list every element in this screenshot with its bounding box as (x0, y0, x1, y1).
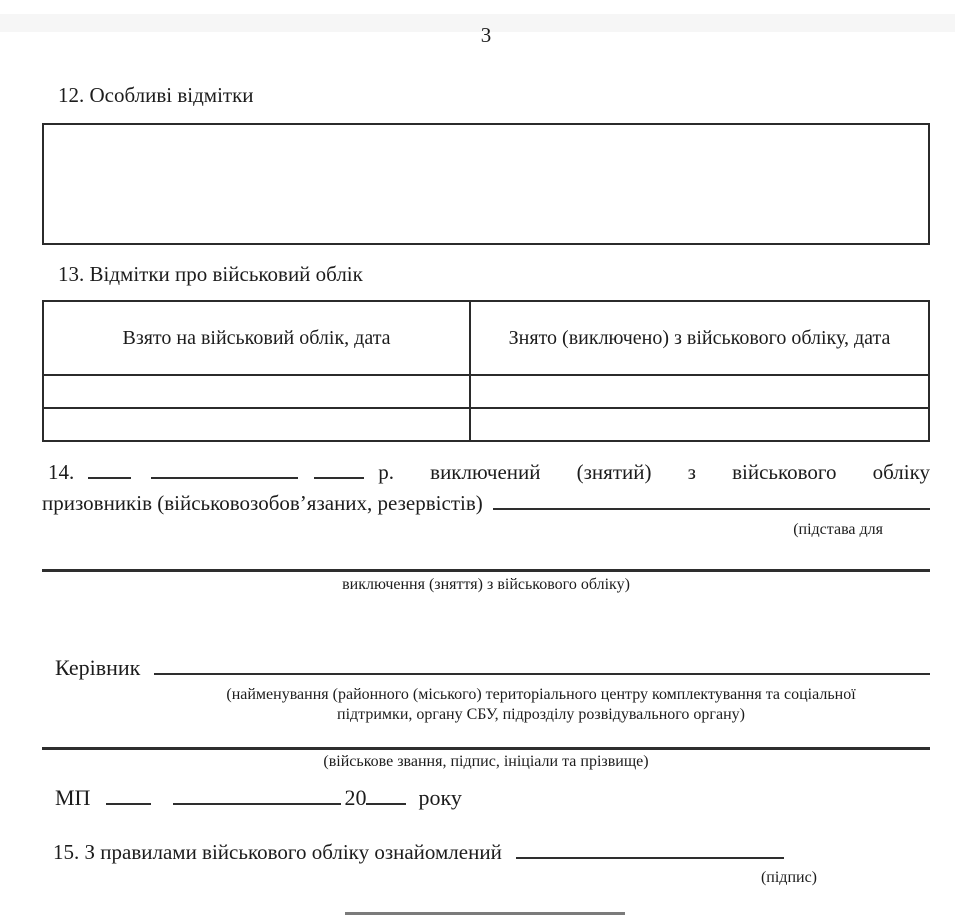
year-blank-field (314, 456, 364, 479)
column-header-removed: Знято (виключено) з військового обліку, дата (470, 301, 929, 375)
table-row (43, 408, 929, 441)
basis-continuation-line (42, 569, 930, 572)
item-15-row (53, 836, 930, 867)
mp-month-blank-field (173, 781, 341, 805)
item-15-text: 15. З правилами військового обліку ознайомлений (53, 840, 502, 864)
caption-basis: (підстава для (793, 521, 883, 538)
item-14-line1 (42, 456, 930, 487)
item-14-paragraph (42, 456, 930, 595)
kerivnyk-row (55, 651, 930, 683)
bottom-separator-line (345, 912, 625, 915)
kerivnyk-label: Керівник (55, 655, 141, 680)
page-number: 3 (480, 23, 492, 47)
year-prefix: 20 (344, 785, 367, 810)
month-blank-field (151, 456, 298, 479)
mp-label: МП (55, 785, 91, 810)
caption-signature: (підпис) (760, 869, 817, 886)
kerivnyk-org-blank-field (154, 651, 930, 675)
signature-blank-field (516, 836, 784, 859)
military-record-table (42, 300, 930, 442)
table-cell-taken-2 (43, 408, 470, 441)
mp-year-blank-field (366, 781, 406, 805)
section-12-heading: 12. Особливі відмітки (58, 83, 254, 107)
table-cell-removed-1 (470, 375, 929, 408)
caption-rank-signature: (військове звання, підпис, ініціали та прізвище) (323, 753, 649, 770)
section-13-heading: 13. Відмітки про військовий облік (58, 262, 363, 286)
rank-signature-line (42, 747, 930, 750)
caption-org-line2: підтримки, органу СБУ, підрозділу розвідувального органу) (337, 706, 745, 723)
item-14-number: 14. (48, 460, 75, 484)
caption-exclusion: виключення (зняття) з військового обліку) (342, 576, 630, 593)
special-marks-box (42, 123, 930, 245)
caption-org (42, 685, 930, 725)
item-14-text-line2: призовників (військовозобов’язаних, резервістів) (42, 491, 483, 515)
mp-day-blank-field (106, 781, 151, 805)
table-header-row (43, 301, 929, 375)
item-14-line2 (42, 487, 930, 518)
table-cell-removed-2 (470, 408, 929, 441)
table-cell-taken-1 (43, 375, 470, 408)
column-header-taken: Взято на військовий облік, дата (43, 301, 470, 375)
basis-blank-field (493, 487, 930, 510)
table-row (43, 375, 929, 408)
year-word: року (418, 785, 462, 810)
caption-org-line1: (найменування (районного (міського) територіального центру комплектування та соціальної (226, 686, 856, 703)
mp-row (55, 781, 930, 813)
day-blank-field (88, 456, 131, 479)
item-14-text-line1: р. виключений (знятий) з військового обліку (378, 460, 930, 484)
